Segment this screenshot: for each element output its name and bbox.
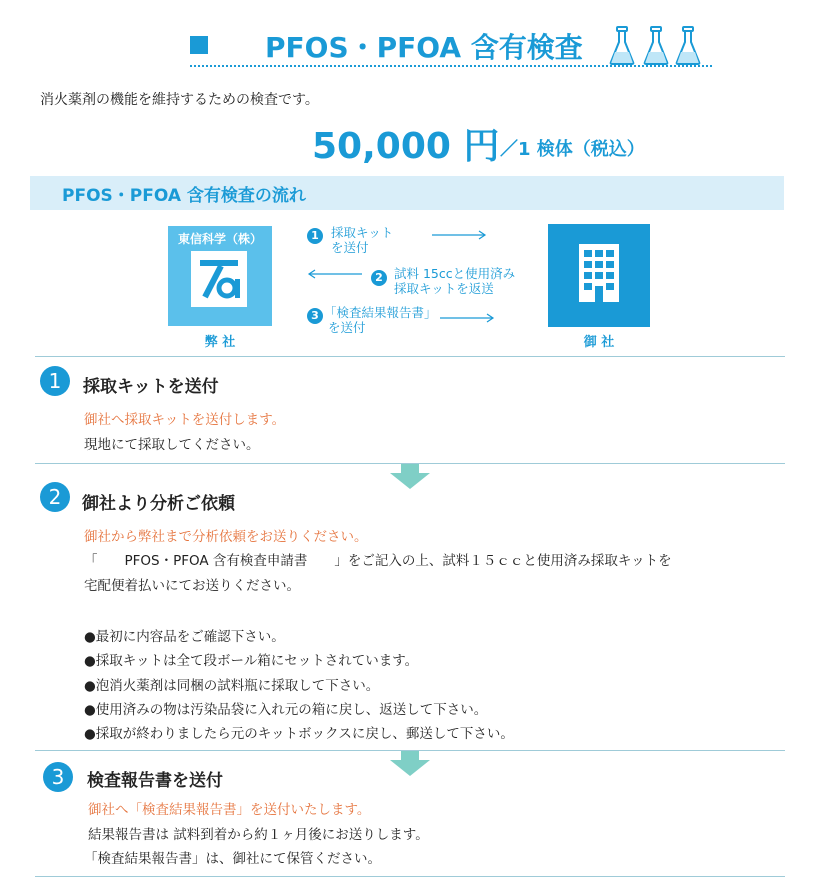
divider xyxy=(35,356,785,357)
step3-line1: 結果報告書は 試料到着から約１ヶ月後にお送りします。 xyxy=(88,827,429,843)
step1-title: 採取キットを送付 xyxy=(83,377,219,397)
arrow-right-icon xyxy=(440,312,496,324)
our-company-label: 弊 社 xyxy=(204,335,236,350)
down-arrow-icon xyxy=(390,473,430,489)
step2-line2: 宅配便着払いにてお送りください。 xyxy=(84,578,300,594)
client-box xyxy=(548,224,650,327)
page-title: PFOS・PFOA 含有検査 xyxy=(265,31,583,64)
step-number-badge: 1 xyxy=(40,366,70,396)
step2-title: 御社より分析ご依頼 xyxy=(82,494,235,514)
title-square-icon xyxy=(190,36,208,54)
flow-step-number: 3 xyxy=(307,308,323,324)
step3-title: 検査報告書を送付 xyxy=(87,771,223,791)
step3-highlight: 御社へ「検査結果報告書」を送付いたします。 xyxy=(88,802,371,818)
step1-text: 現地にて採取してください。 xyxy=(84,437,260,453)
client-label: 御 社 xyxy=(583,335,615,350)
step1-highlight: 御社へ採取キットを送付します。 xyxy=(84,412,286,428)
flow-step-text: 試料 15ccと使用済み 採取キットを返送 xyxy=(394,266,516,296)
step2-line1: 「 PFOS・PFOA 含有検査申請書 」をご記入の上、試料１５ｃｃと使用済み採取キットを xyxy=(84,553,672,569)
divider xyxy=(35,876,785,877)
list-item: ●使用済みの物は汚染品袋に入れ元の箱に戻し、返送して下さい。 xyxy=(84,702,488,718)
step2-highlight: 御社から弊社まで分析依頼をお送りください。 xyxy=(84,529,368,545)
building-icon xyxy=(548,224,650,327)
flask-icon xyxy=(674,26,702,66)
our-company-name: 東信科学（株） xyxy=(177,232,262,246)
flow-step-number: 2 xyxy=(371,270,387,286)
flask-icon xyxy=(608,26,636,66)
arrow-left-icon xyxy=(306,268,362,280)
step-number-badge: 3 xyxy=(43,762,73,792)
down-arrow-icon xyxy=(401,751,419,760)
arrow-right-icon xyxy=(432,229,488,241)
down-arrow-icon xyxy=(390,760,430,776)
intro-text: 消火薬剤の機能を維持するための検査です。 xyxy=(40,92,319,108)
list-item: ●採取が終わりましたら元のキットボックスに戻し、郵送して下さい。 xyxy=(84,726,514,742)
step3-line2: 「検査結果報告書」は、御社にて保管ください。 xyxy=(84,851,381,867)
flow-heading: PFOS・PFOA 含有検査の流れ xyxy=(62,186,306,206)
company-logo xyxy=(191,251,247,307)
flow-step-number: 1 xyxy=(307,228,323,244)
price-unit: ／1 検体（税込） xyxy=(500,139,645,160)
price-amount: 50,000 円 xyxy=(312,126,500,167)
down-arrow-icon xyxy=(401,464,419,473)
flask-icon xyxy=(642,26,670,66)
list-item: ●採取キットは全て段ボール箱にセットされています。 xyxy=(84,653,419,669)
list-item: ●最初に内容品をご確認下さい。 xyxy=(84,629,285,645)
flow-step-text: 採取キット を送付 xyxy=(331,225,394,255)
list-item: ●泡消火薬剤は同梱の試料瓶に採取して下さい。 xyxy=(84,678,380,694)
step-number-badge: 2 xyxy=(40,482,70,512)
flow-step-text: 「検査結果報告書」 を送付 xyxy=(324,305,437,335)
